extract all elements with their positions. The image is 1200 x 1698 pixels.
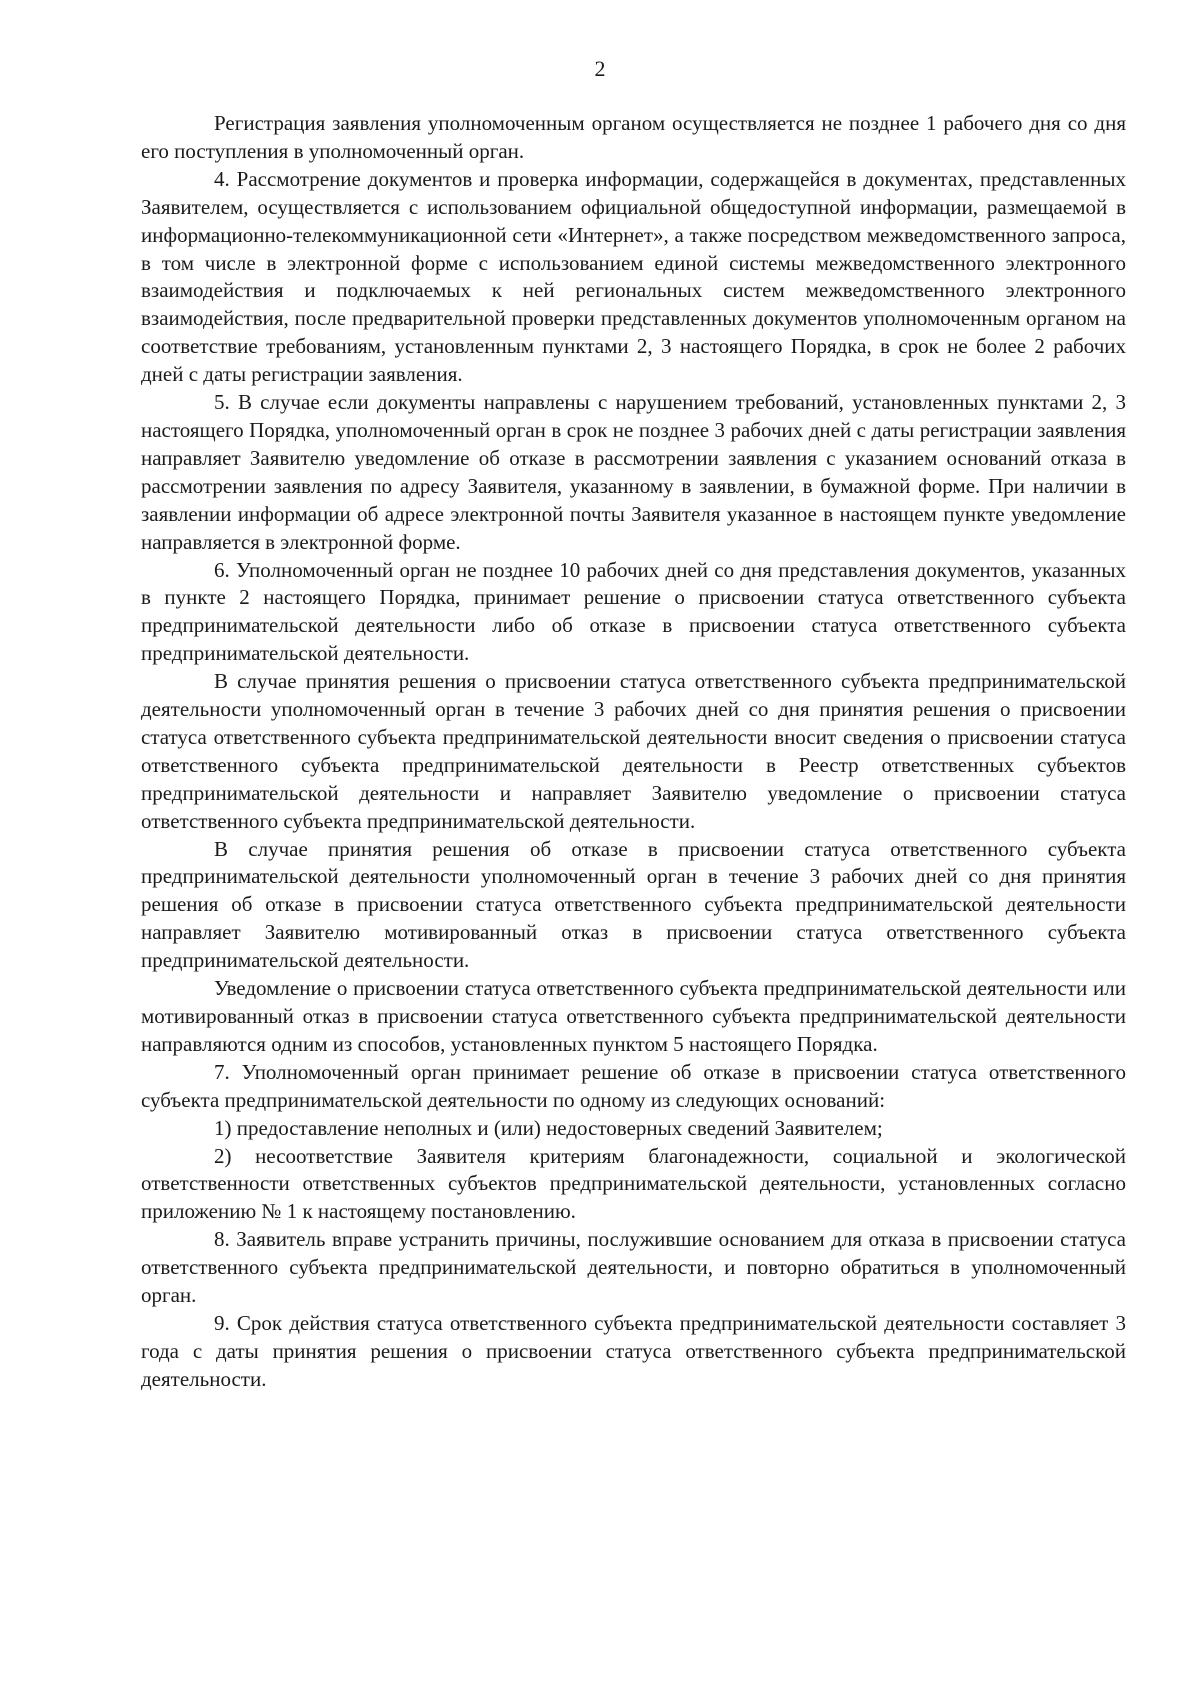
paragraph-item-6: 6. Уполномоченный орган не позднее 10 рабочих дней со дня представления документов, указанных в пункте 2 настоящего Порядка, принимает решение о присвоении статуса ответственного субъекта предпринимательской деятельности либо об отказе в присвоении статуса ответственного субъекта предпринимательской деятельности.	[141, 557, 1126, 666]
page-number: 2	[594, 56, 606, 81]
document-body	[141, 110, 1126, 1394]
paragraph-item-7: 7. Уполномоченный орган принимает решение об отказе в присвоении статуса ответственного субъекта предпринимательской деятельности по одному из следующих оснований:	[141, 1059, 1126, 1112]
paragraph-registration: Регистрация заявления уполномоченным органом осуществляется не позднее 1 рабочего дня со дня его поступления в уполномоченный орган.	[141, 111, 1126, 163]
paragraph-item-4: 4. Рассмотрение документов и проверка информации, содержащейся в документах, представленных Заявителем, осуществляется с использованием официальной общедоступной информации, размещаемой в информационно-телекоммуникационной сети «Интернет», а также посредством межведомственного запроса, в том числе в электронной форме с использованием единой системы межведомственного электронного взаимодействия и подключаемых к ней региональных систем межведомственного электронного взаимодействия, после предварительной проверки представленных документов уполномоченным органом на соответствие требованиям, установленным пунктами 2, 3 настоящего Порядка, в срок не более 2 рабочих дней с даты регистрации заявления.	[141, 166, 1126, 387]
paragraph-notification-delivery: Уведомление о присвоении статуса ответственного субъекта предпринимательской деятельности или мотивированный отказ в присвоении статуса ответственного субъекта предпринимательской деятельности направляются одним из способов, установленных пунктом 5 настоящего Порядка.	[141, 976, 1126, 1056]
paragraph-status-refused: В случае принятия решения об отказе в присвоении статуса ответственного субъекта предпринимательской деятельности уполномоченный орган в течение 3 рабочих дней со дня принятия решения об отказе в присвоении статуса ответственного субъекта предпринимательской деятельности направляет Заявителю мотивированный отказ в присвоении статуса ответственного субъекта предпринимательской деятельности.	[141, 836, 1126, 973]
paragraph-item-9: 9. Срок действия статуса ответственного субъекта предпринимательской деятельности составляет 3 года с даты принятия решения о присвоении статуса ответственного субъекта предпринимательской деятельности.	[141, 1310, 1126, 1391]
paragraph-item-7-subitem-2: 2) несоответствие Заявителя критериям благонадежности, социальной и экологической ответственности ответственных субъектов предпринимательской деятельности, установленных согласно приложению № 1 к настоящему постановлению.	[141, 1143, 1126, 1224]
paragraph-item-7-subitem-1: 1) предоставление неполных и (или) недостоверных сведений Заявителем;	[214, 1115, 883, 1140]
paragraph-item-8: 8. Заявитель вправе устранить причины, послужившие основанием для отказа в присвоении статуса ответственного субъекта предпринимательской деятельности, и повторно обратиться в уполномоченный орган.	[141, 1227, 1126, 1308]
paragraph-status-granted: В случае принятия решения о присвоении статуса ответственного субъекта предпринимательской деятельности уполномоченный орган в течение 3 рабочих дней со дня принятия решения о присвоении статуса ответственного субъекта предпринимательской деятельности вносит сведения о присвоении статуса ответственного субъекта предпринимательской деятельности в Реестр ответственных субъектов предпринимательской деятельности и направляет Заявителю уведомление о присвоении статуса ответственного субъекта предпринимательской деятельности.	[141, 669, 1126, 833]
paragraph-item-5: 5. В случае если документы направлены с нарушением требований, установленных пунктами 2, 3 настоящего Порядка, уполномоченный орган в срок не позднее 3 рабочих дней с даты регистрации заявления направляет Заявителю уведомление об отказе в рассмотрении заявления с указанием оснований отказа в рассмотрении заявления по адресу Заявителя, указанному в заявлении, в бумажной форме. При наличии в заявлении информации об адресе электронной почты Заявителя указанное в настоящем пункте уведомление направляется в электронной форме.	[141, 390, 1126, 554]
